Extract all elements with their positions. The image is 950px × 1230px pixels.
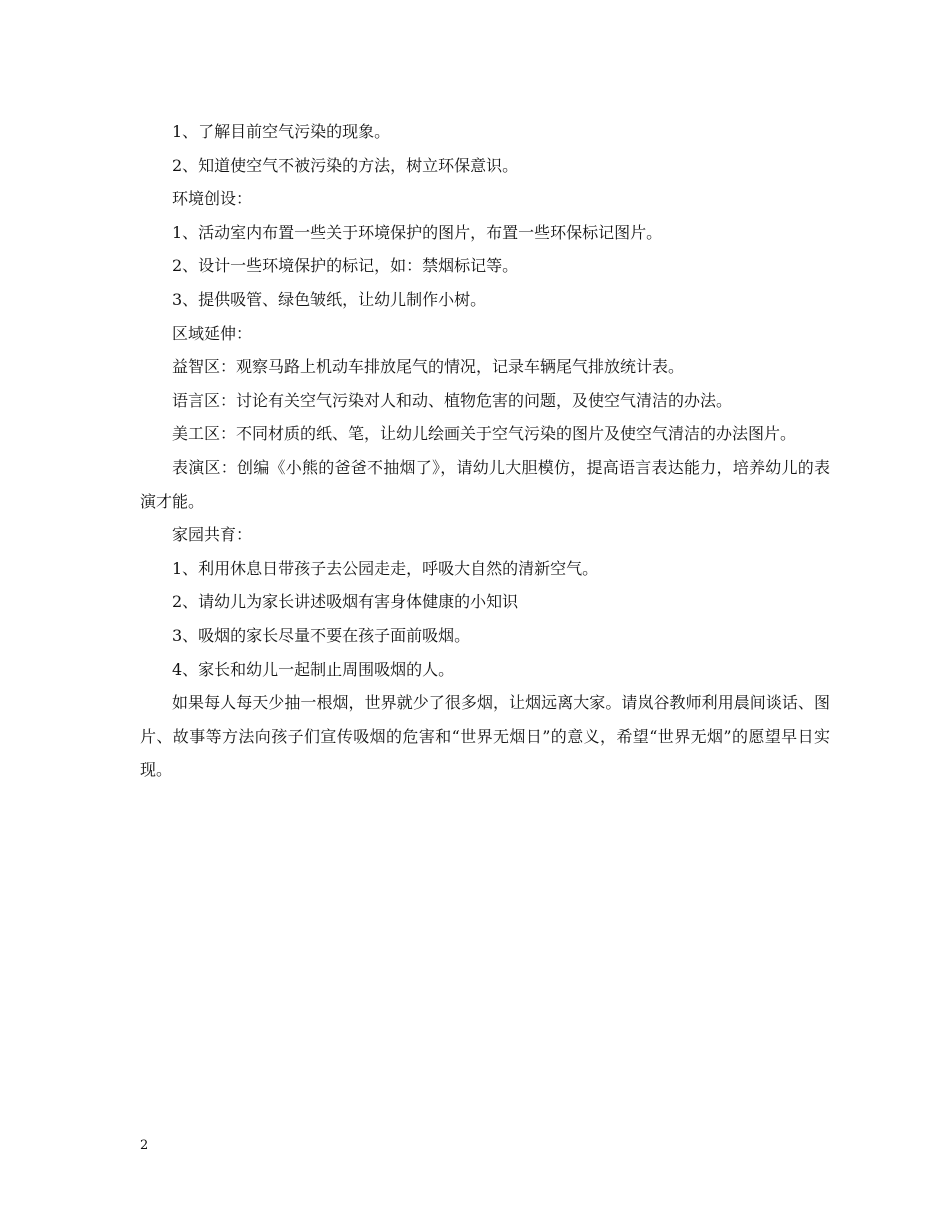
paragraph-2: 2、知道使空气不被污染的方法，树立环保意识。 <box>172 155 519 175</box>
paragraph-1: 1、了解目前空气污染的现象。 <box>172 122 391 141</box>
paragraph-17: 如果每人每天少抽一根烟，世界就少了很多烟，让烟远离大家。请岚谷教师利用晨间谈话、图片、故事等方法向孩子们宣传吸烟的危害和“世界无烟日”的意义，希望“世界无烟”的愿望早日实现。 <box>140 693 830 780</box>
paragraph-16: 4、家长和幼儿一起制止周围吸烟的人。 <box>172 659 455 679</box>
paragraph-11: 表演区：创编《小熊的爸爸不抽烟了》，请幼儿大胆模仿，提高语言表达能力，培养幼儿的表演才能。 <box>140 457 830 511</box>
paragraph-5: 2、设计一些环境保护的标记，如：禁烟标记等。 <box>172 256 519 276</box>
paragraph-6: 3、提供吸管、绿色皱纸，让幼儿制作小树。 <box>172 289 487 309</box>
paragraph-10: 美工区：不同材质的纸、笔，让幼儿绘画关于空气污染的图片及使空气清洁的办法图片。 <box>172 424 797 444</box>
section-heading-environment: 环境创设： <box>172 189 253 209</box>
section-heading-area-extension: 区域延伸： <box>172 323 253 343</box>
page-number: 2 <box>140 1138 149 1153</box>
paragraph-15: 3、吸烟的家长尽量不要在孩子面前吸烟。 <box>172 625 471 645</box>
paragraph-14: 2、请幼儿为家长讲述吸烟有害身体健康的小知识 <box>172 592 519 612</box>
document-body <box>140 115 830 787</box>
paragraph-4: 1、活动室内布置一些关于环境保护的图片，布置一些环保标记图片。 <box>172 222 663 242</box>
section-heading-home-school: 家园共育： <box>172 525 253 545</box>
paragraph-8: 益智区：观察马路上机动车排放尾气的情况，记录车辆尾气排放统计表。 <box>172 357 685 377</box>
paragraph-13: 1、利用休息日带孩子去公园走走，呼吸大自然的清新空气。 <box>172 558 599 578</box>
paragraph-9: 语言区：讨论有关空气污染对人和动、植物危害的问题，及使空气清洁的办法。 <box>172 390 733 410</box>
